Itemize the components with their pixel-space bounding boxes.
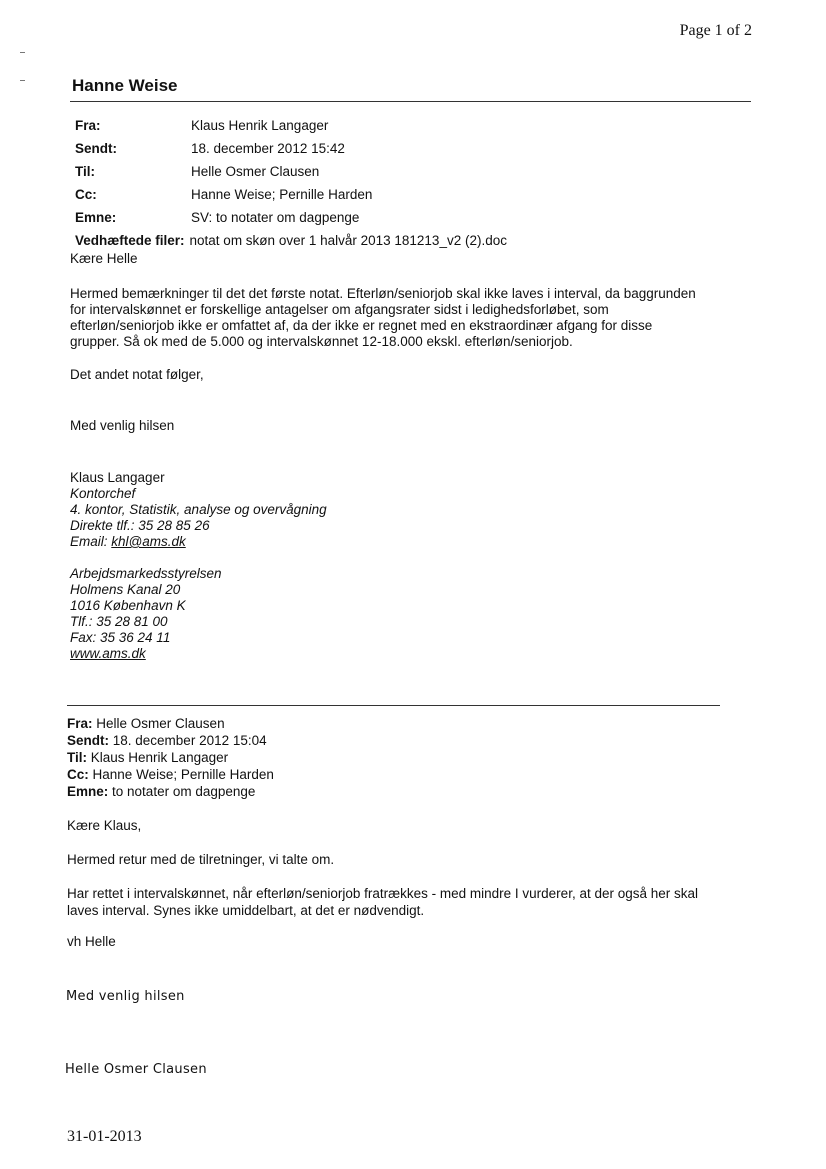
quoted-paragraph-2 (67, 885, 698, 919)
quoted-sent-label: Sendt: (67, 733, 109, 748)
cc-value: Hanne Weise; Pernille Harden (191, 187, 373, 202)
text-line: Hermed bemærkninger til det det første notat. Efterløn/seniorjob skal ikke laves i interval, da baggrunden (70, 286, 696, 301)
organisation-fax: Fax: 35 36 24 11 (70, 630, 171, 645)
organisation-website-link[interactable]: www.ams.dk (70, 646, 146, 661)
reply-paragraph-2: Det andet notat følger, (70, 367, 204, 382)
quoted-header (67, 715, 274, 800)
quoted-from-value: Helle Osmer Clausen (96, 716, 225, 731)
attachment-label: Vedhæftede filer: (75, 233, 185, 248)
quoted-subject-label: Emne: (67, 784, 109, 799)
from-row (75, 114, 507, 137)
quoted-cc-value: Hanne Weise; Pernille Harden (92, 767, 274, 782)
quoted-cc-label: Cc: (67, 767, 89, 782)
quoted-to-label: Til: (67, 750, 87, 765)
mailbox-owner: Hanne Weise (72, 76, 178, 95)
organisation-phone: Tlf.: 35 28 81 00 (70, 614, 168, 629)
email-header (75, 114, 507, 252)
reply-closing: Med venlig hilsen (70, 418, 175, 433)
quoted-greeting: Kære Klaus, (67, 818, 142, 833)
subject-value: SV: to notater om dagpenge (191, 210, 360, 225)
print-date: 31-01-2013 (67, 1128, 142, 1145)
quoted-short-sign: vh Helle (67, 934, 116, 949)
signature-direct-phone: Direkte tlf.: 35 28 85 26 (70, 518, 210, 533)
attachment-row (75, 229, 507, 252)
quoted-sender-name: Helle Osmer Clausen (65, 1062, 207, 1077)
from-label: Fra: (75, 118, 101, 133)
sent-label: Sendt: (75, 141, 117, 156)
quoted-divider (67, 705, 720, 706)
header-divider (70, 101, 751, 102)
organisation-block (70, 566, 222, 662)
text-line: Har rettet i intervalskønnet, når efterløn/seniorjob fratrækkes - med mindre I vurderer, at der også her skal (67, 886, 699, 901)
reply-paragraph-1 (70, 286, 696, 350)
quoted-sent-value: 18. december 2012 15:04 (112, 733, 267, 748)
reply-greeting: Kære Helle (70, 251, 138, 266)
organisation-street: Holmens Kanal 20 (70, 582, 181, 597)
quoted-paragraph-1: Hermed retur med de tilretninger, vi talte om. (67, 852, 335, 867)
cc-label: Cc: (75, 187, 97, 202)
attachment-link[interactable]: notat om skøn over 1 halvår 2013 181213_v2 (2).doc (189, 233, 507, 248)
to-row (75, 160, 507, 183)
cc-row (75, 183, 507, 206)
from-value: Klaus Henrik Langager (191, 118, 329, 133)
signature-email-line (70, 534, 327, 550)
page-number: Page 1 of 2 (679, 22, 752, 39)
subject-label: Emne: (75, 210, 117, 225)
subject-row (75, 206, 507, 229)
quoted-to-row (67, 749, 274, 766)
organisation-city: 1016 København K (70, 598, 186, 613)
text-line: efterløn/seniorjob ikke er omfattet af, da der ikke er regnet med en ekstraordinær afgang for disse (70, 318, 653, 333)
to-value: Helle Osmer Clausen (191, 164, 320, 179)
quoted-cc-row (67, 766, 274, 783)
text-line: grupper. Så ok med de 5.000 og intervalskønnet 12-18.000 ekskl. efterløn/seniorjob. (70, 334, 573, 349)
quoted-subject-row (67, 783, 274, 800)
quoted-sent-row (67, 732, 274, 749)
text-line: laves interval. Synes ikke umiddelbart, at det er nødvendigt. (67, 903, 425, 918)
sent-row (75, 137, 507, 160)
quoted-subject-value: to notater om dagpenge (112, 784, 256, 799)
text-line: for intervalskønnet er forskellige antagelser om afgangsrater sidst i ledighedsforløbet, som (70, 302, 609, 317)
signature-name: Klaus Langager (70, 470, 165, 485)
sent-value: 18. december 2012 15:42 (191, 141, 345, 156)
organisation-name: Arbejdsmarkedsstyrelsen (70, 566, 222, 581)
signature-email-label: Email: (70, 534, 112, 549)
signature-email-link[interactable]: khl@ams.dk (111, 534, 186, 549)
quoted-from-label: Fra: (67, 716, 93, 731)
to-label: Til: (75, 164, 95, 179)
signature-department: 4. kontor, Statistik, analyse og overvågning (70, 502, 327, 517)
signature-block (70, 470, 327, 550)
margin-mark (20, 52, 25, 53)
quoted-to-value: Klaus Henrik Langager (90, 750, 229, 765)
quoted-from-row (67, 715, 274, 732)
quoted-closing: Med venlig hilsen (66, 989, 185, 1004)
margin-mark (20, 80, 25, 81)
signature-title: Kontorchef (70, 486, 136, 501)
